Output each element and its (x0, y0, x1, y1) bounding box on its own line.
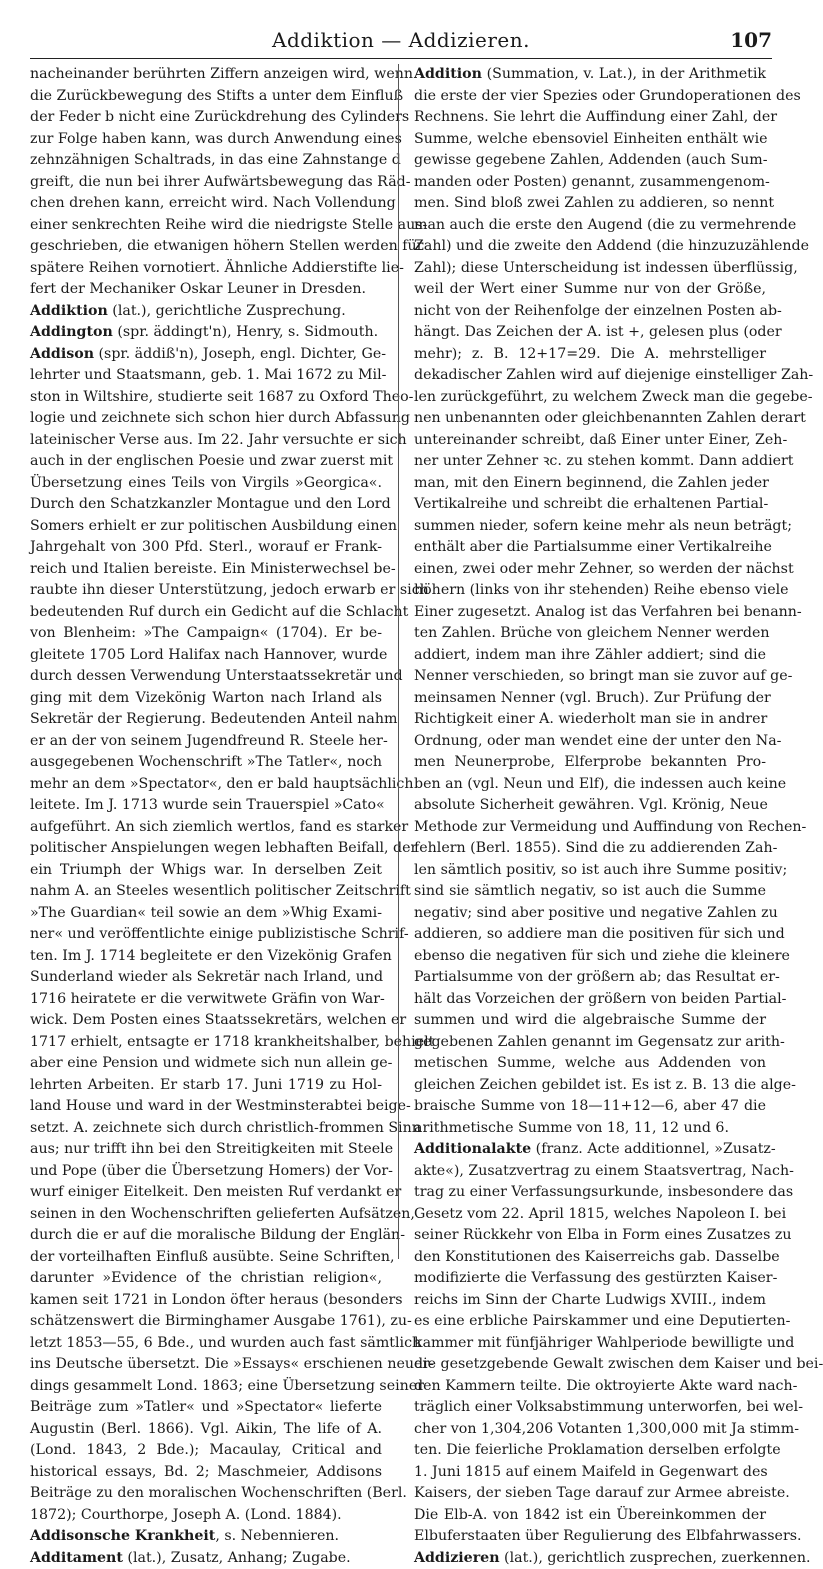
line-text: summen nieder, sofern keine mehr als neun beträgt; (414, 518, 792, 534)
line-text: der vorteilhaften Einfluß ausübte. Seine Schriften, (30, 1249, 395, 1265)
line-text: durch die er auf die moralische Bildung der Englän- (30, 1227, 405, 1243)
line-text: durch dessen Verwendung Unterstaatssekretär und (30, 668, 403, 684)
line-text: darunter »Evidence of the christian religion«, (30, 1270, 382, 1286)
line-text: ben an (vgl. Neun und Elf), die indessen auch keine (414, 776, 786, 792)
text-line (414, 1032, 766, 1054)
line-text: nahm A. an Steeles wesentlich politischer Zeitschrift (30, 883, 411, 899)
text-line (30, 473, 382, 495)
line-text: ten. Im J. 1714 begleitete er den Vizekönig Grafen (30, 948, 392, 964)
text-line (30, 1118, 382, 1140)
line-text: schätzenswert die Birminghamer Ausgabe 1761), zu- (30, 1313, 412, 1329)
text-line (30, 451, 382, 473)
text-line (30, 580, 382, 602)
line-text: den Konstitutionen des Kaiserreichs gab. Dasselbe (414, 1249, 780, 1265)
line-text: metischen Summe, welche aus Addenden von (414, 1055, 766, 1071)
text-line (414, 838, 766, 860)
line-text: 1872); Courthorpe, Joseph A. (Lond. 1884). (30, 1507, 342, 1523)
line-text: nacheinander berührten Ziffern anzeigen wird, wenn (30, 66, 413, 82)
line-text: mehr); z. B. 12+17=29. Die A. mehrstelliger (414, 346, 766, 362)
line-text: sind sie sämtlich negativ, so ist auch die Summe (414, 883, 766, 899)
text-line (414, 602, 766, 624)
text-line (414, 1204, 766, 1226)
line-text: braische Summe von 18—11+12—6, aber 47 die (414, 1098, 766, 1114)
text-line (414, 387, 766, 409)
text-line (30, 150, 382, 172)
line-text: gleitete 1705 Lord Halifax nach Hannover, wurde (30, 647, 387, 663)
text-line (30, 537, 382, 559)
text-line (414, 1419, 766, 1441)
text-line (30, 408, 382, 430)
line-text: absolute Sicherheit gewähren. Vgl. Krönig, Neue (414, 797, 768, 813)
column-divider (398, 64, 399, 1259)
line-text: man, mit den Einern beginnend, die Zahlen jeder (414, 475, 769, 491)
text-line (414, 1053, 766, 1075)
text-line (414, 795, 766, 817)
text-line (30, 258, 382, 280)
text-line (414, 752, 766, 774)
text-line (30, 602, 382, 624)
text-line (30, 688, 382, 710)
line-text: Die Elb-A. von 1842 ist ein Übereinkommen der (414, 1507, 766, 1523)
line-text: summen und wird die algebraische Summe der (414, 1012, 766, 1028)
line-text: men. Sind bloß zwei Zahlen zu addieren, so nennt (414, 195, 774, 211)
text-line (30, 1419, 382, 1441)
line-text: es eine erbliche Pairskammer und eine Deputierten- (414, 1313, 790, 1329)
line-text: Summe, welche ebensoviel Einheiten enthält wie (414, 131, 768, 147)
line-text: Beiträge zum »Tatler« und »Spectator« lieferte (30, 1399, 382, 1415)
text-line (30, 1182, 382, 1204)
line-text: die erste der vier Spezies oder Grundoperationen des (414, 88, 801, 104)
line-text: fehlern (Berl. 1855). Sind die zu addierenden Zah- (414, 840, 777, 856)
text-line (30, 967, 382, 989)
text-line (414, 860, 766, 882)
line-text: Durch den Schatzkanzler Montague und den Lord (30, 496, 391, 512)
text-line (414, 1225, 766, 1247)
text-line (30, 1247, 382, 1269)
line-text: (spr. äddiß'n), Joseph, engl. Dichter, Ge- (94, 346, 386, 362)
text-line (30, 709, 382, 731)
text-line (414, 258, 766, 280)
text-line (30, 989, 382, 1011)
line-text: ein Triumph der Whigs war. In derselben Zeit (30, 862, 382, 878)
line-text: greift, die nun bei ihrer Aufwärtsbewegung das Räd- (30, 174, 411, 190)
text-line (30, 1440, 382, 1462)
line-text: trag zu einer Verfassungsurkunde, insbesondere das (414, 1184, 793, 1200)
line-text: setzt. A. zeichnete sich durch christlich-frommen Sinn (30, 1120, 421, 1136)
line-text: hält das Vorzeichen der größern von beiden Partial- (414, 991, 786, 1007)
text-line (30, 387, 382, 409)
line-text: 1. Juni 1815 auf einem Maifeld in Gegenwart des (414, 1464, 768, 1480)
line-text: weil der Wert einer Summe nur von der Größe, (414, 281, 766, 297)
line-text: Beiträge zu den moralischen Wochenschriften (Berl. (30, 1485, 407, 1501)
text-line (30, 752, 382, 774)
text-line (414, 559, 766, 581)
line-text: modifizierte die Verfassung des gestürzten Kaiser- (414, 1270, 777, 1286)
line-text: Rechnens. Sie lehrt die Auffindung einer Zahl, der (414, 109, 777, 125)
line-text: seiner Rückkehr von Elba in Form eines Zusatzes zu (414, 1227, 791, 1243)
text-line (414, 193, 766, 215)
text-line (30, 516, 382, 538)
text-line (30, 666, 382, 688)
line-text: Zahl) und die zweite den Addend (die hinzuzuzählende (414, 238, 809, 254)
line-text: einer senkrechten Reihe wird die niedrigste Stelle aus- (30, 217, 427, 233)
text-line (30, 279, 382, 301)
line-text: len zurückgeführt, zu welchem Zweck man die gegebe- (414, 389, 813, 405)
line-text: aufgeführt. An sich ziemlich wertlos, fand es starker (30, 819, 408, 835)
line-text: chen drehen kann, erreicht wird. Nach Vollendung (30, 195, 396, 211)
line-text: Zahl); diese Unterscheidung ist indessen überflüssig, (414, 260, 798, 276)
left-column (30, 64, 382, 1259)
text-line (414, 731, 766, 753)
line-text: spätere Reihen vornotiert. Ähnliche Addierstifte lie- (30, 260, 404, 276)
text-line (30, 1032, 382, 1054)
text-line (414, 666, 766, 688)
line-text: ner unter Zehner ꝛc. zu stehen kommt. Dann addiert (414, 453, 794, 469)
text-line (414, 365, 766, 387)
line-text: Einer zugesetzt. Analog ist das Verfahren bei benann- (414, 604, 802, 620)
text-line (414, 1096, 766, 1118)
entry-headword: Addington (30, 324, 113, 340)
text-line (414, 1010, 766, 1032)
line-text: wurf einiger Eitelkeit. Den meisten Ruf verdankt er (30, 1184, 401, 1200)
text-line (30, 1462, 382, 1484)
line-text: den Kammern teilte. Die oktroyierte Akte ward nach- (414, 1378, 797, 1394)
entry-headword: Addison (30, 346, 94, 362)
line-text: aber eine Pension und widmete sich nun allein ge- (30, 1055, 392, 1071)
text-line (414, 1161, 766, 1183)
entry-start-line (30, 322, 382, 344)
text-line (30, 1483, 382, 1505)
text-line (30, 1161, 382, 1183)
entry-headword: Addizieren (414, 1550, 500, 1566)
line-text: leitete. Im J. 1713 wurde sein Trauerspiel »Cato« (30, 797, 385, 813)
text-line (414, 774, 766, 796)
line-text: negativ; sind aber positive und negative Zahlen zu (414, 905, 778, 921)
line-text: Sunderland wieder als Sekretär nach Irland, und (30, 969, 383, 985)
line-text: Jahrgehalt von 300 Pfd. Sterl., worauf er Frank- (30, 539, 382, 555)
line-text: man auch die erste den Augend (die zu vermehrende (414, 217, 796, 233)
text-line (30, 1333, 382, 1355)
text-line (414, 688, 766, 710)
text-line (30, 64, 382, 86)
text-line (414, 129, 766, 151)
line-text: letzt 1853—55, 6 Bde., und wurden auch fast sämtlich (30, 1335, 421, 1351)
line-text: wick. Dem Posten eines Staatssekretärs, welchen er (30, 1012, 406, 1028)
line-text: lateinischer Verse aus. Im 22. Jahr versuchte er sich (30, 432, 407, 448)
text-line (30, 129, 382, 151)
text-line (414, 1182, 766, 1204)
line-text: Vertikalreihe und schreibt die erhaltenen Partial- (414, 496, 768, 512)
line-text: bedeutenden Ruf durch ein Gedicht auf die Schlacht (30, 604, 408, 620)
text-line (414, 537, 766, 559)
line-text: zur Folge haben kann, was durch Anwendung eines (30, 131, 402, 147)
text-line (30, 1290, 382, 1312)
line-text: 1716 heiratete er die verwitwete Gräfin von War- (30, 991, 385, 1007)
line-text: (lat.), gerichtliche Zusprechung. (108, 303, 346, 319)
line-text: Elbuferstaaten über Regulierung des Elbfahrwassers. (414, 1528, 802, 1544)
entry-headword: Additament (30, 1550, 123, 1566)
text-line (414, 946, 766, 968)
text-line (414, 623, 766, 645)
text-line (414, 107, 766, 129)
text-line (30, 903, 382, 925)
text-line (414, 1526, 766, 1548)
running-header (30, 28, 772, 58)
entry-headword: Additionalakte (414, 1141, 531, 1157)
text-line (414, 473, 766, 495)
text-line (414, 344, 766, 366)
line-text: gegebenen Zahlen genannt im Gegensatz zur arith- (414, 1034, 785, 1050)
text-line (30, 774, 382, 796)
line-text: ebenso die negativen für sich und ziehe die kleinere (414, 948, 790, 964)
line-text: träglich einer Volksabstimmung unterworfen, bei wel- (414, 1399, 803, 1415)
text-line (414, 903, 766, 925)
entry-start-line (30, 1548, 382, 1569)
line-text: nicht von der Reihenfolge der einzelnen Posten ab- (414, 303, 782, 319)
text-line (30, 1096, 382, 1118)
line-text: gleichen Zeichen gebildet ist. Es ist z. B. 13 die alge- (414, 1077, 796, 1093)
text-line (30, 1354, 382, 1376)
text-line (30, 1075, 382, 1097)
line-text: cher von 1,304,206 Votanten 1,300,000 mit Ja stimm- (414, 1421, 799, 1437)
text-line (414, 580, 766, 602)
line-text: lehrten Arbeiten. Er starb 17. Juni 1719 zu Hol- (30, 1077, 382, 1093)
line-text: Richtigkeit einer A. wiederholt man sie in andrer (414, 711, 767, 727)
line-text: reichs im Sinn der Charte Ludwigs XVIII., indem (414, 1292, 766, 1308)
line-text: Augustin (Berl. 1866). Vgl. Aikin, The life of A. (30, 1421, 382, 1437)
text-line (30, 881, 382, 903)
text-line (30, 1010, 382, 1032)
text-line (30, 1204, 382, 1226)
text-line (414, 215, 766, 237)
text-line (30, 494, 382, 516)
line-text: kamen seit 1721 in London öfter heraus (besonders (30, 1292, 403, 1308)
right-column (414, 64, 766, 1259)
line-text: einen, zwei oder mehr Zehner, so werden der nächst (414, 561, 794, 577)
line-text: logie und zeichnete sich schon hier durch Abfassung (30, 410, 410, 426)
entry-start-line (414, 1139, 766, 1161)
text-line (414, 172, 766, 194)
line-text: (Summation, v. Lat.), in der Arithmetik (482, 66, 766, 82)
text-line (414, 989, 766, 1011)
text-line (30, 365, 382, 387)
line-text: len sämtlich positiv, so ist auch ihre Summe positiv; (414, 862, 787, 878)
line-text: meinsamen Nenner (vgl. Bruch). Zur Prüfung der (414, 690, 771, 706)
text-line (414, 645, 766, 667)
line-text: arithmetische Summe von 18, 11, 12 und 6. (414, 1120, 729, 1136)
line-text: dings gesammelt Lond. 1863; eine Übersetzung seiner (30, 1378, 424, 1394)
line-text: kammer mit fünfjähriger Wahlperiode bewilligte und (414, 1335, 794, 1351)
line-text: 1717 erhielt, entsagte er 1718 krankheitshalber, behielt (30, 1034, 434, 1050)
text-line (414, 1290, 766, 1312)
text-line (414, 1247, 766, 1269)
line-text: Sekretär der Regierung. Bedeutenden Anteil nahm (30, 711, 397, 727)
text-line (30, 172, 382, 194)
line-text: Partialsumme von der größern ab; das Resultat er- (414, 969, 780, 985)
line-text: addieren, so addiere man die positiven für sich und (414, 926, 785, 942)
text-line (30, 946, 382, 968)
text-line (414, 86, 766, 108)
text-line (30, 924, 382, 946)
text-line (414, 1311, 766, 1333)
text-line (414, 236, 766, 258)
line-text: auch in der englischen Poesie und zwar zuerst mit (30, 453, 393, 469)
text-line (414, 1440, 766, 1462)
line-text: von Blenheim: »The Campaign« (1704). Er be- (30, 625, 382, 641)
text-line (414, 1268, 766, 1290)
line-text: dekadischer Zahlen wird auf diejenige einstelliger Zah- (414, 367, 813, 383)
line-text: lehrter und Staatsmann, geb. 1. Mai 1672 zu Mil- (30, 367, 386, 383)
line-text: (lat.), gerichtlich zusprechen, zuerkennen. (500, 1550, 811, 1566)
entry-headword: Addiktion (30, 303, 108, 319)
line-text: Nenner verschieden, so bringt man sie zuvor auf ge- (414, 668, 792, 684)
text-line (30, 795, 382, 817)
text-line (414, 881, 766, 903)
line-text: mehr an dem »Spectator«, den er bald hauptsächlich (30, 776, 414, 792)
line-text: raubte ihn dieser Unterstützung, jedoch erwarb er sich (30, 582, 429, 598)
text-line (414, 709, 766, 731)
text-line (414, 967, 766, 989)
text-line (30, 1397, 382, 1419)
line-text: nen unbenannten oder gleichbenannten Zahlen derart (414, 410, 806, 426)
line-text: ten Zahlen. Brüche von gleichem Nenner werden (414, 625, 770, 641)
entry-start-line (30, 344, 382, 366)
line-text: er an der von seinem Jugendfreund R. Steele her- (30, 733, 388, 749)
text-line (30, 430, 382, 452)
text-line (30, 623, 382, 645)
text-line (30, 1311, 382, 1333)
line-text: hängt. Das Zeichen der A. ist +, gelesen plus (oder (414, 324, 782, 340)
line-text: , s. Nebennieren. (215, 1528, 339, 1544)
line-text: ging mit dem Vizekönig Warton nach Irland als (30, 690, 382, 706)
text-line (414, 1462, 766, 1484)
text-line (30, 817, 382, 839)
line-text: die Zurückbewegung des Stifts a unter dem Einfluß (30, 88, 403, 104)
line-text: akte«), Zusatzvertrag zu einem Staatsvertrag, Nach- (414, 1163, 794, 1179)
text-line (414, 279, 766, 301)
line-text: (franz. Acte additionnel, »Zusatz- (531, 1141, 776, 1157)
text-line (30, 1053, 382, 1075)
line-text: ausgegebenen Wochenschrift »The Tatler«, noch (30, 754, 382, 770)
line-text: reich und Italien bereiste. Ein Ministerwechsel be- (30, 561, 396, 577)
entry-start-line (414, 64, 766, 86)
line-text: ten. Die feierliche Proklamation derselben erfolgte (414, 1442, 781, 1458)
text-line (414, 817, 766, 839)
text-line (30, 193, 382, 215)
text-line (30, 1225, 382, 1247)
text-line (414, 451, 766, 473)
text-line (414, 1075, 766, 1097)
line-text: politischer Anspielungen wegen lebhaften Beifall, der (30, 840, 417, 856)
text-line (30, 1139, 382, 1161)
text-line (30, 645, 382, 667)
entry-headword: Addisonsche Krankheit (30, 1528, 215, 1544)
text-line (30, 215, 382, 237)
entry-start-line (30, 1526, 382, 1548)
text-line (414, 494, 766, 516)
line-text: aus; nur trifft ihn bei den Streitigkeiten mit Steele (30, 1141, 393, 1157)
line-text: ston in Wiltshire, studierte seit 1687 zu Oxford Theo- (30, 389, 413, 405)
line-text: Methode zur Vermeidung und Auffindung von Rechen- (414, 819, 806, 835)
text-line (30, 860, 382, 882)
line-text: Übersetzung eines Teils von Virgils »Georgica«. (30, 475, 382, 491)
line-text: manden oder Posten) genannt, zusammengenom- (414, 174, 770, 190)
text-line (414, 322, 766, 344)
text-line (30, 86, 382, 108)
text-line (414, 430, 766, 452)
line-text: fert der Mechaniker Oskar Leuner in Dresden. (30, 281, 366, 297)
text-line (30, 1268, 382, 1290)
line-text: men Neunerprobe, Elferprobe bekannten Pro- (414, 754, 766, 770)
text-line (414, 1376, 766, 1398)
line-text: (Lond. 1843, 2 Bde.); Macaulay, Critical and (30, 1442, 382, 1458)
line-text: enthält aber die Partialsumme einer Vertikalreihe (414, 539, 772, 555)
line-text: historical essays, Bd. 2; Maschmeier, Addisons (30, 1464, 382, 1480)
text-line (30, 1505, 382, 1527)
text-line (30, 236, 382, 258)
text-line (414, 1333, 766, 1355)
line-text: addiert, indem man ihre Zähler addiert; sind die (414, 647, 766, 663)
page-number: 107 (730, 28, 772, 52)
text-line (30, 559, 382, 581)
line-text: ner« und veröffentlichte einige publizistische Schrif- (30, 926, 409, 942)
line-text: zehnzähnigen Schaltrads, in das eine Zahnstange d (30, 152, 401, 168)
text-line (414, 1505, 766, 1527)
header-rule (30, 58, 772, 59)
line-text: untereinander schreibt, daß Einer unter Einer, Zeh- (414, 432, 787, 448)
line-text: »The Guardian« teil sowie an dem »Whig Exami- (30, 905, 382, 921)
line-text: gewisse gegebene Zahlen, Addenden (auch Sum- (414, 152, 768, 168)
line-text: Somers erhielt er zur politischen Ausbildung einen (30, 518, 397, 534)
text-line (414, 150, 766, 172)
text-line (414, 408, 766, 430)
text-line (414, 301, 766, 323)
line-text: Ordnung, oder man wendet eine der unter den Na- (414, 733, 781, 749)
text-line (414, 1354, 766, 1376)
line-text: (lat.), Zusatz, Anhang; Zugabe. (123, 1550, 351, 1566)
line-text: höhern (links von ihr stehenden) Reihe ebenso viele (414, 582, 789, 598)
text-line (30, 731, 382, 753)
running-head-title: Addiktion — Addizieren. (30, 28, 772, 52)
line-text: geschrieben, die etwanigen höhern Stellen werden für (30, 238, 423, 254)
line-text: Gesetz vom 22. April 1815, welches Napoleon I. bei (414, 1206, 786, 1222)
line-text: (spr. äddingt'n), Henry, s. Sidmouth. (113, 324, 378, 340)
text-line (414, 924, 766, 946)
line-text: ins Deutsche übersetzt. Die »Essays« erschienen neuer- (30, 1356, 434, 1372)
text-line (30, 838, 382, 860)
entry-headword: Addition (414, 66, 482, 82)
line-text: der Feder b nicht eine Zurückdrehung des Cylinders (30, 109, 409, 125)
line-text: Kaisers, der sieben Tage darauf zur Armee abreiste. (414, 1485, 790, 1501)
line-text: seinen in den Wochenschriften gelieferten Aufsätzen, (30, 1206, 415, 1222)
line-text: die gesetzgebende Gewalt zwischen dem Kaiser und bei- (414, 1356, 823, 1372)
entry-start-line (30, 301, 382, 323)
line-text: land House und ward in der Westminsterabtei beige- (30, 1098, 411, 1114)
entry-start-line (414, 1548, 766, 1569)
text-line (414, 516, 766, 538)
text-line (30, 107, 382, 129)
text-line (414, 1483, 766, 1505)
text-line (414, 1118, 766, 1140)
text-line (30, 1376, 382, 1398)
line-text: und Pope (über die Übersetzung Homers) der Vor- (30, 1163, 393, 1179)
text-line (414, 1397, 766, 1419)
